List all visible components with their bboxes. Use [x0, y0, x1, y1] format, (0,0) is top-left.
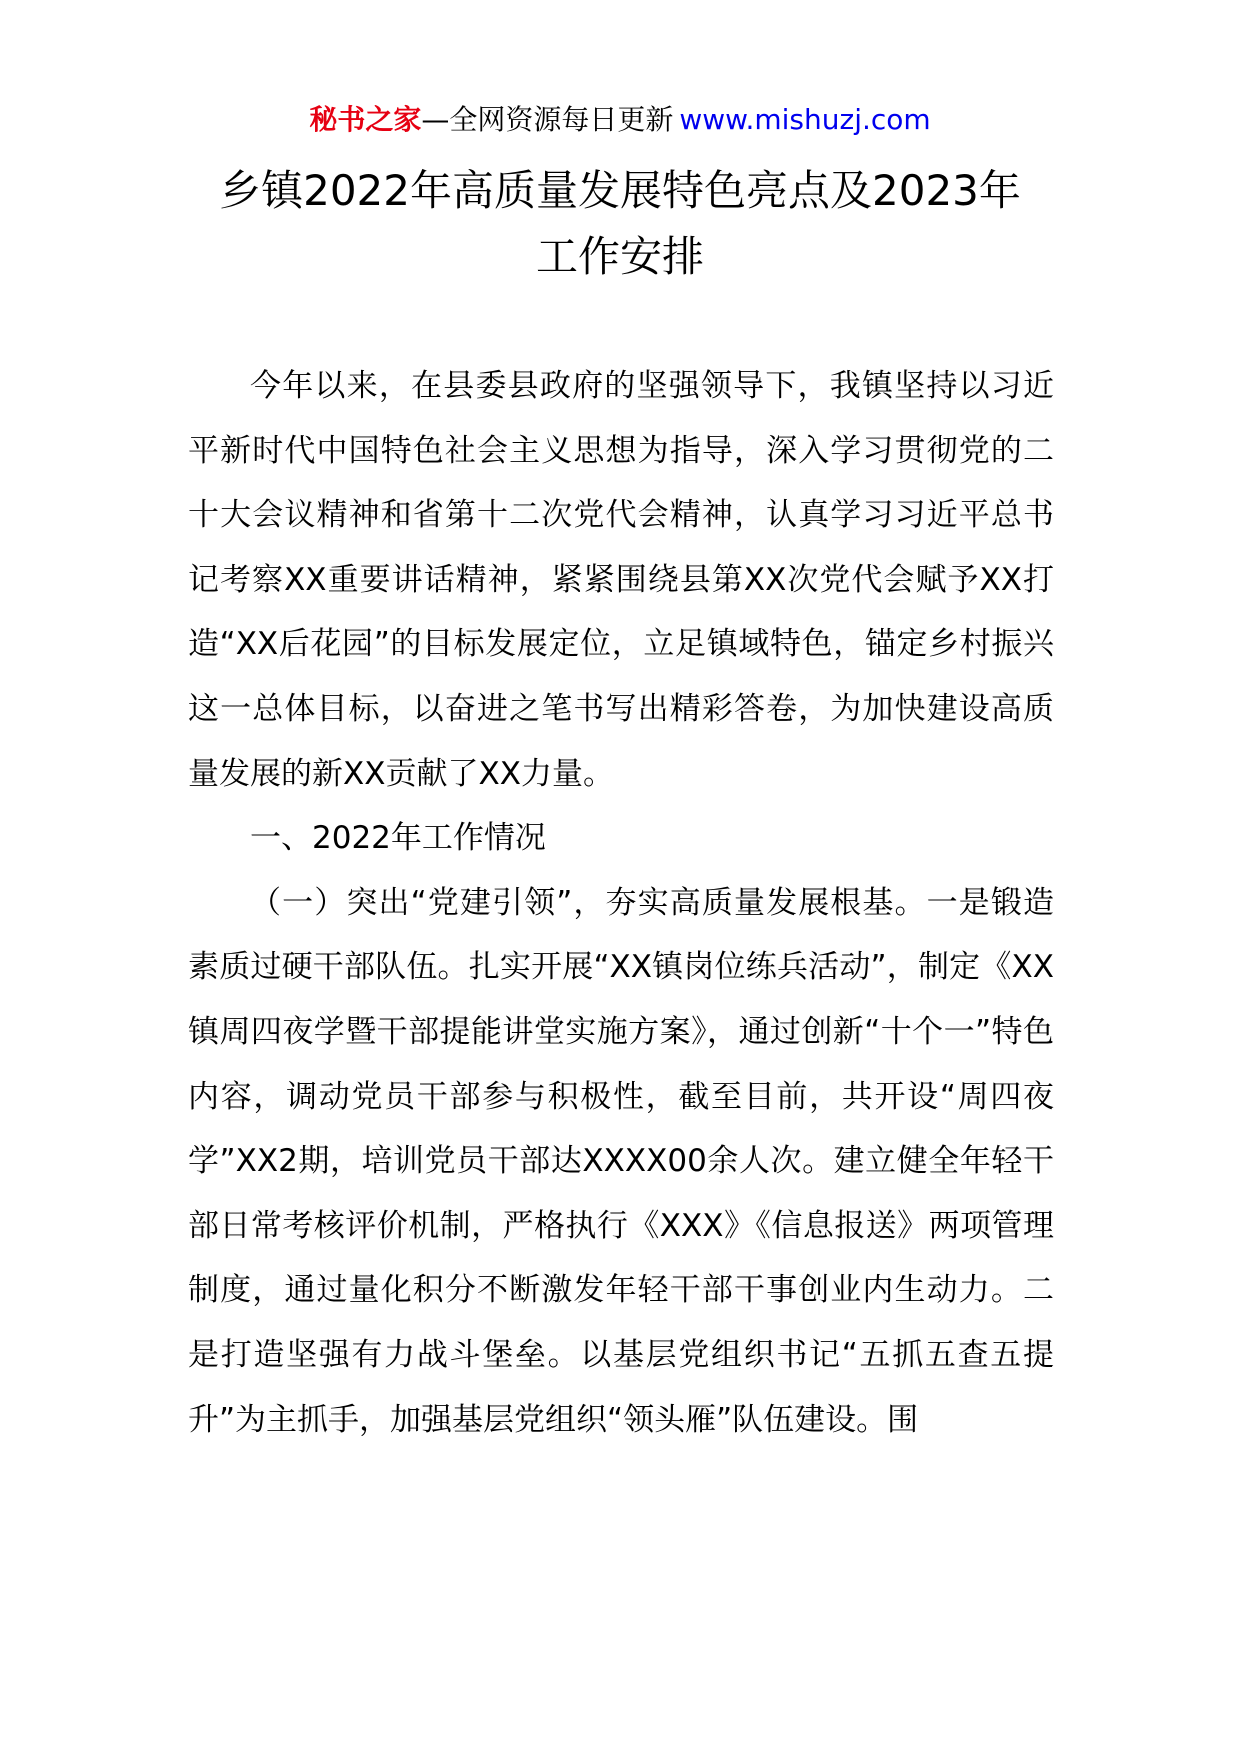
site-header [0, 100, 1240, 140]
subsection-paragraph: （一）突出“党建引领”，夯实高质量发展根基。一是锻造素质过硬干部队伍。扎实开展“XX镇岗位练兵活动”，制定《XX镇周四夜学暨干部提能讲堂实施方案》，通过创新“十个一”特色内容，调动党员干部参与积极性，截至目前，共开设“周四夜学”XX2期，培训党员干部达XXXX00余人次。建立健全年轻干部日常考核评价机制，严格执行《XXX》《信息报送》两项管理制度，通过量化积分不断激发年轻干部干事创业内生动力。二是打造坚强有力战斗堡垒。以基层党组织书记“五抓五查五提升”为主抓手，加强基层党组织“领头雁”队伍建设。围 [188, 884, 1054, 1438]
title-line-1: 乡镇2022年高质量发展特色亮点及2023年 [219, 166, 1021, 215]
title-line-2: 工作安排 [535, 232, 704, 281]
document-title [150, 158, 1090, 290]
document-body [188, 354, 1054, 1452]
site-url-link[interactable]: www.mishuzj.com [679, 103, 931, 136]
intro-paragraph: 今年以来，在县委县政府的坚强领导下，我镇坚持以习近平新时代中国特色社会主义思想为指导，深入学习贯彻党的二十大会议精神和省第十二次党代会精神，认真学习习近平总书记考察XX重要讲话精神，紧紧围绕县第XX次党代会赋予XX打造“XX后花园”的目标发展定位，立足镇域特色，锚定乡村振兴这一总体目标，以奋进之笔书写出精彩答卷，为加快建设高质量发展的新XX贡献了XX力量。 [188, 368, 1054, 792]
section-heading: 一、2022年工作情况 [250, 820, 546, 857]
brand-name: 秘书之家 [309, 103, 422, 136]
header-tagline: —全网资源每日更新 [421, 103, 674, 136]
